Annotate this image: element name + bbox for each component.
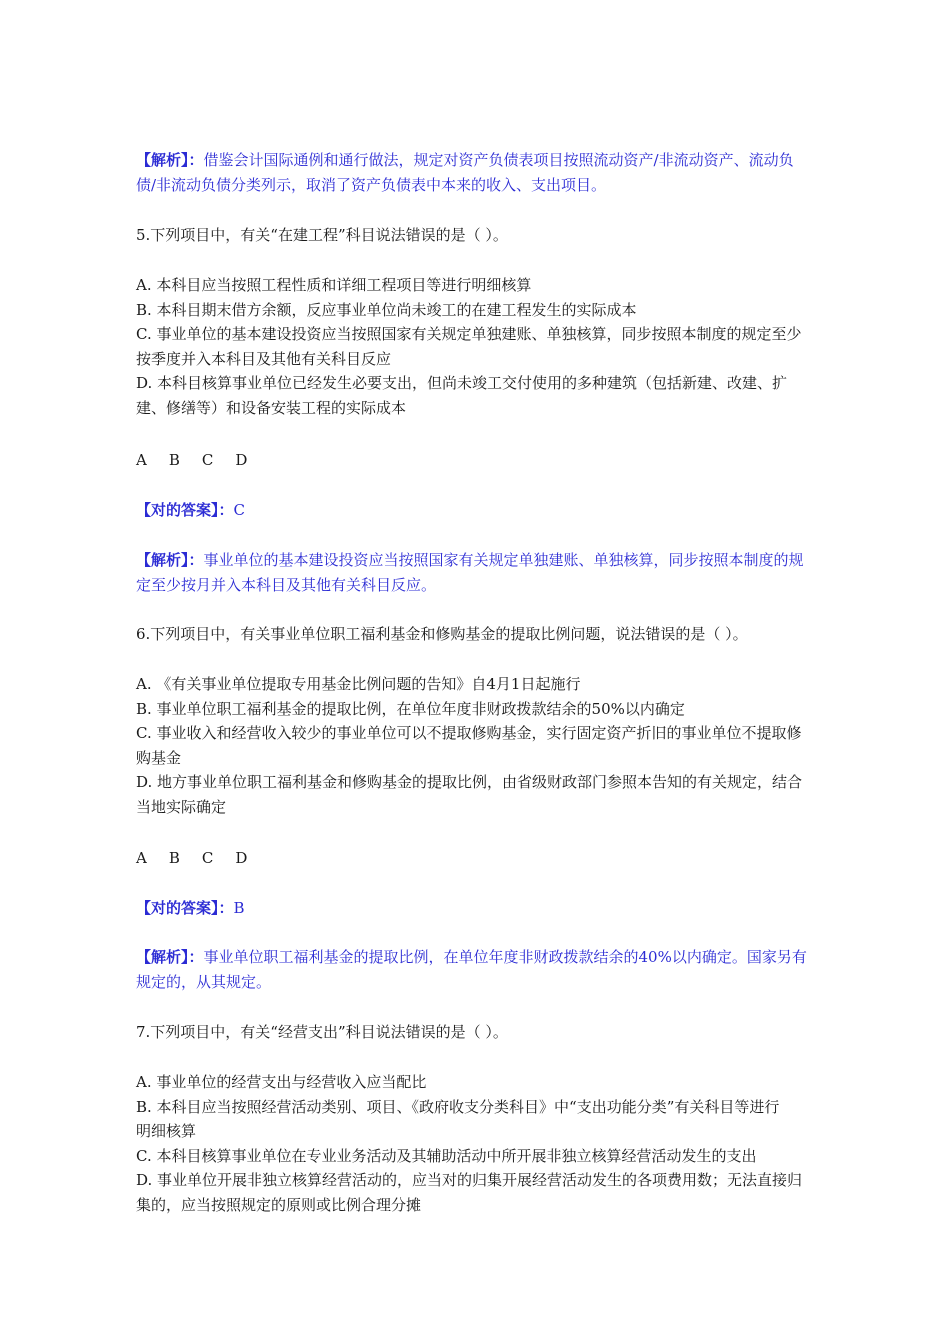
option-d-cont: 当地实际确定 (136, 797, 227, 816)
q7-options (136, 1070, 896, 1217)
choice-c[interactable]: C (201, 849, 214, 867)
option-b: B. 本科目期末借方余额，反应事业单位尚未竣工的在建工程发生的实际成本 (136, 300, 637, 319)
answer-value: C (233, 501, 245, 519)
option-c-cont: 按季度并入本科目及其他有关科目反应 (136, 349, 392, 368)
analysis-line: 事业单位职工福利基金的提取比例，在单位年度非财政拨款结余的40%以内确定。国家另有 (203, 948, 807, 966)
q5-answer (136, 498, 896, 523)
answer-label: 【对的答案】： (136, 501, 234, 519)
choice-a[interactable]: A (136, 451, 147, 469)
q6-stem: 6.下列项目中，有关事业单位职工福利基金和修购基金的提取比例问题，说法错误的是（ ）。 (136, 625, 748, 643)
q6-choices (136, 846, 896, 871)
choice-b[interactable]: B (168, 849, 180, 867)
option-d-cont: 集的，应当按照规定的原则或比例合理分摊 (136, 1195, 422, 1214)
option-c: C. 事业收入和经营收入较少的事业单位可以不提取修购基金，实行固定资产折旧的事业单位不提取修 (136, 724, 802, 742)
q6-analysis (136, 945, 896, 994)
q4-analysis (136, 148, 896, 197)
analysis-label: 【解析】： (136, 948, 204, 966)
answer-value: B (233, 899, 245, 917)
option-a: A. 《有关事业单位提取专用基金比例问题的告知》自4月1日起施行 (136, 675, 581, 693)
q6-options (136, 672, 896, 819)
option-b: B. 事业单位职工福利基金的提取比例，在单位年度非财政拨款结余的50%以内确定 (136, 699, 685, 718)
option-d: D. 本科目核算事业单位已经发生必要支出，但尚未竣工交付使用的多种建筑（包括新建、改建、扩 (136, 374, 788, 392)
option-d: D. 事业单位开展非独立核算经营活动的，应当对的归集开展经营活动发生的各项费用数；无法直接归 (136, 1171, 803, 1189)
option-d-cont: 建、修缮等）和设备安装工程的实际成本 (136, 398, 407, 417)
analysis-line: 债/非流动负债分类列示，取消了资产负债表中本来的收入、支出项目。 (136, 175, 607, 194)
choice-a[interactable]: A (136, 849, 147, 867)
q5-stem: 5.下列项目中，有关“在建工程”科目说法错误的是（ ）。 (136, 226, 508, 244)
option-c: C. 事业单位的基本建设投资应当按照国家有关规定单独建账、单独核算，同步按照本制度的规定至少 (136, 325, 802, 343)
choice-b[interactable]: B (168, 451, 180, 469)
q5-options (136, 273, 896, 420)
q7-stem: 7.下列项目中，有关“经营支出”科目说法错误的是（ ）。 (136, 1023, 508, 1041)
analysis-line: 事业单位的基本建设投资应当按照国家有关规定单独建账、单独核算，同步按照本制度的规 (203, 551, 804, 569)
analysis-line: 借鉴会计国际通例和通行做法，规定对资产负债表项目按照流动资产/非流动资产、流动负 (203, 151, 794, 169)
option-b: B. 本科目应当按照经营活动类别、项目、《政府收支分类科目》中“支出功能分类”有关科目等进行 (136, 1097, 780, 1116)
option-a: A. 事业单位的经营支出与经营收入应当配比 (136, 1073, 427, 1091)
option-b-cont: 明细核算 (136, 1122, 197, 1140)
answer-label: 【对的答案】： (136, 899, 234, 917)
q5-choices (136, 448, 896, 473)
option-d: D. 地方事业单位职工福利基金和修购基金的提取比例，由省级财政部门参照本告知的有关规定，结合 (136, 773, 803, 791)
analysis-line: 定至少按月并入本科目及其他有关科目反应。 (136, 575, 437, 594)
choice-d[interactable]: D (235, 849, 248, 867)
analysis-line: 规定的，从其规定。 (136, 972, 272, 991)
option-a: A. 本科目应当按照工程性质和详细工程项目等进行明细核算 (136, 276, 532, 294)
analysis-label: 【解析】： (136, 551, 204, 569)
choice-d[interactable]: D (235, 451, 248, 469)
q6-answer (136, 896, 896, 921)
choice-c[interactable]: C (201, 451, 214, 469)
option-c-cont: 购基金 (136, 748, 182, 767)
option-c: C. 本科目核算事业单位在专业业务活动及其辅助活动中所开展非独立核算经营活动发生的支出 (136, 1146, 757, 1165)
analysis-label: 【解析】： (136, 151, 204, 169)
q5-analysis (136, 548, 896, 597)
